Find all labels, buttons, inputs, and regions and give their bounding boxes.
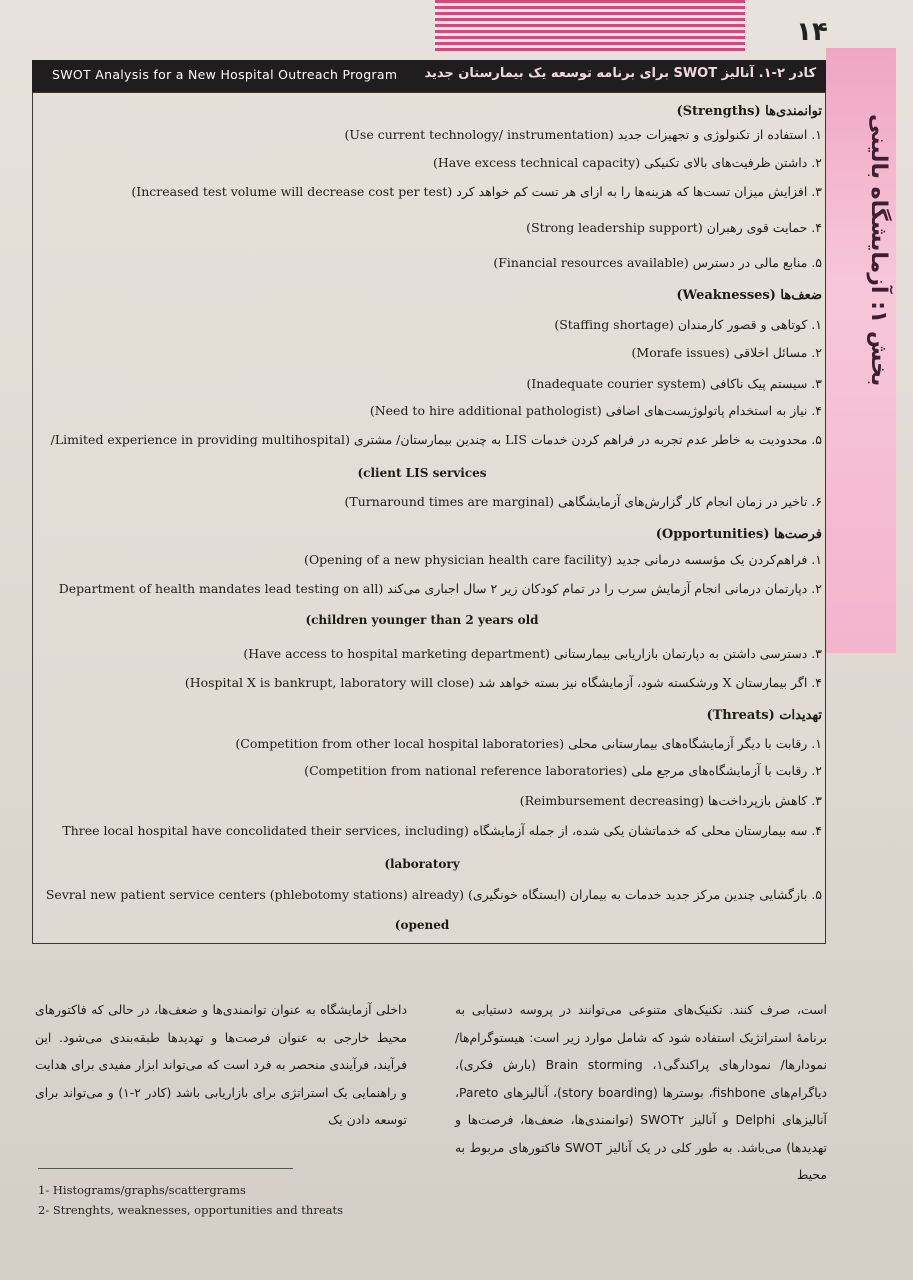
swot-item: opened) [394, 918, 450, 932]
swot-item: ۵. منابع مالی در دسترس (Financial resources available) [493, 255, 822, 270]
swot-item: children younger than 2 years old) [305, 613, 539, 627]
swot-item: ۴. اگر بیمارستان X ورشکسته شود، آزمایشگاه نیز بسته خواهد شد (Hospital X is bankrupt, laboratory will close) [184, 675, 822, 690]
page-number: ۱۴ [796, 17, 828, 47]
swot-item: ۳. دسترسی داشتن به دپارتمان بازاریابی بیمارستانی (Have access to hospital marketing department) [243, 646, 822, 661]
swot-item: ۳. کاهش بازپرداخت‌ها (Reimbursement decreasing) [519, 793, 822, 808]
swot-item: ۲. دپارتمان درمانی انجام آزمایش سرب را در تمام کودکان زیر ۲ سال اجباری می‌کند (Department of health mandates lead testing on all [58, 581, 822, 596]
swot-item: ۶. تاخیر در زمان انجام کار گزارش‌های آزمایشگاهی (Turnaround times are marginal) [344, 494, 822, 509]
box-title-bar [32, 60, 826, 92]
swot-item: ۱. فراهم‌کردن یک مؤسسه درمانی جدید (Opening of a new physician health care facility) [304, 552, 822, 567]
body-paragraph-right: است، صرف کنند. تکنیک‌های متنوعی می‌توانند در پروسه دستیابی به برنامهٔ استراتژیک استفاده شود که شامل موارد زیر است: هیستوگرام‌ها/ نمودارها/ نمودارهای پراکندگی۱، Brain storming (بارش فکری)، دیاگرام‌های fishbone، بوسترها (story boarding)، آنالیزهای Pareto، آنالیزهای Delphi و آنالیز SWOT۲ (توانمندی‌ها، ضعف‌ها، فرصت‌ها و تهدیدها) می‌باشد. به طور کلی در یک آنالیز SWOT فاکتورهای مربوط به محیط [455, 1002, 828, 1182]
swot-item: ۱. کوتاهی و قصور کارمندان (Staffing shortage) [554, 317, 822, 332]
box-title-persian: کادر ۲-۱. آنالیز SWOT برای برنامه توسعه یک بیمارستان جدید [424, 66, 816, 81]
swot-item: ۳. افزایش میزان تست‌ها که هزینه‌ها را به ازای هر تست کم خواهد کرد (Increased test volume will decrease cost per test) [131, 184, 822, 199]
chapter-side-label: بخش ۱: آزمایشگاه بالینی [866, 113, 891, 387]
swot-item: ۲. رقابت با آزمایشگاه‌های مرجع ملی (Competition from national reference laboratories) [304, 763, 822, 778]
swot-item: ۵. محدودیت به خاطر عدم تجربه در فراهم کردن خدمات LIS به چندین بیمارستان/ مشتری (Limited experience in providing multihospital/ [50, 432, 822, 447]
swot-item: ۲. داشتن ظرفیت‌های بالای تکنیکی (Have excess technical capacity) [432, 155, 822, 170]
swot-item: ۳. سیستم پیک ناکافی (Inadequate courier system) [526, 376, 822, 391]
swot-item: client LIS services) [357, 466, 487, 480]
swot-section-heading: تهدیدات (Threats) [706, 708, 822, 723]
header-stripes [435, 0, 745, 52]
swot-section-heading: توانمندی‌ها (Strengths) [676, 104, 822, 119]
swot-section-heading: ضعف‌ها (Weaknesses) [676, 288, 822, 303]
footnote-1: 1- Histograms/graphs/scattergrams [38, 1183, 246, 1197]
swot-item: ۴. حمایت قوی رهبران (Strong leadership support) [526, 220, 822, 235]
body-paragraph-left: داخلی آزمایشگاه به عنوان توانمندی‌ها و ضعف‌ها، در حالی که فاکتورهای محیط خارجی به عنوان فرصت‌ها و تهدیدها طبقه‌بندی می‌شود. این فرآیند، فرآیندی منحصر به فرد است که می‌تواند ابزار مفیدی برای هدایت و راهنمایی یک استراتژی برای بازاریابی باشد (کادر ۲-۱) و می‌تواند برای توسعه دادن یک [35, 1002, 407, 1127]
swot-item: ۱. استفاده از تکنولوژی و تجهیزات جدید (Use current technology/ instrumentation) [344, 127, 822, 142]
body-column-right [455, 996, 827, 1189]
swot-item: ۲. مسائل اخلاقی (Morafe issues) [631, 345, 822, 360]
swot-item: ۴. سه بیمارستان محلی که خدماتشان یکی شده، از جمله آزمایشگاه (Three local hospital have concolidated their services, including [62, 823, 822, 838]
swot-item: laboratory) [384, 857, 460, 871]
box-title-english: SWOT Analysis for a New Hospital Outreach Program [52, 67, 398, 82]
swot-item: ۱. رقابت با دیگر آزمایشگاه‌های بیمارستانی محلی (Competition from other local hospital laboratories) [235, 736, 822, 751]
swot-section-heading: فرصت‌ها (Opportunities) [655, 527, 822, 542]
footnote-2: 2- Strenghts, weaknesses, opportunities and threats [38, 1203, 344, 1217]
body-column-left [35, 996, 407, 1134]
swot-item: ۵. بازگشایی چندین مرکز جدید خدمات به بیماران (ایستگاه خونگیری) (Sevral new patient service centers (phlebotomy stations) already [45, 887, 822, 902]
footnote-rule [38, 1168, 293, 1169]
swot-item: ۴. نیاز به استخدام پاتولوژیست‌های اضافی (Need to hire additional pathologist) [369, 403, 822, 418]
